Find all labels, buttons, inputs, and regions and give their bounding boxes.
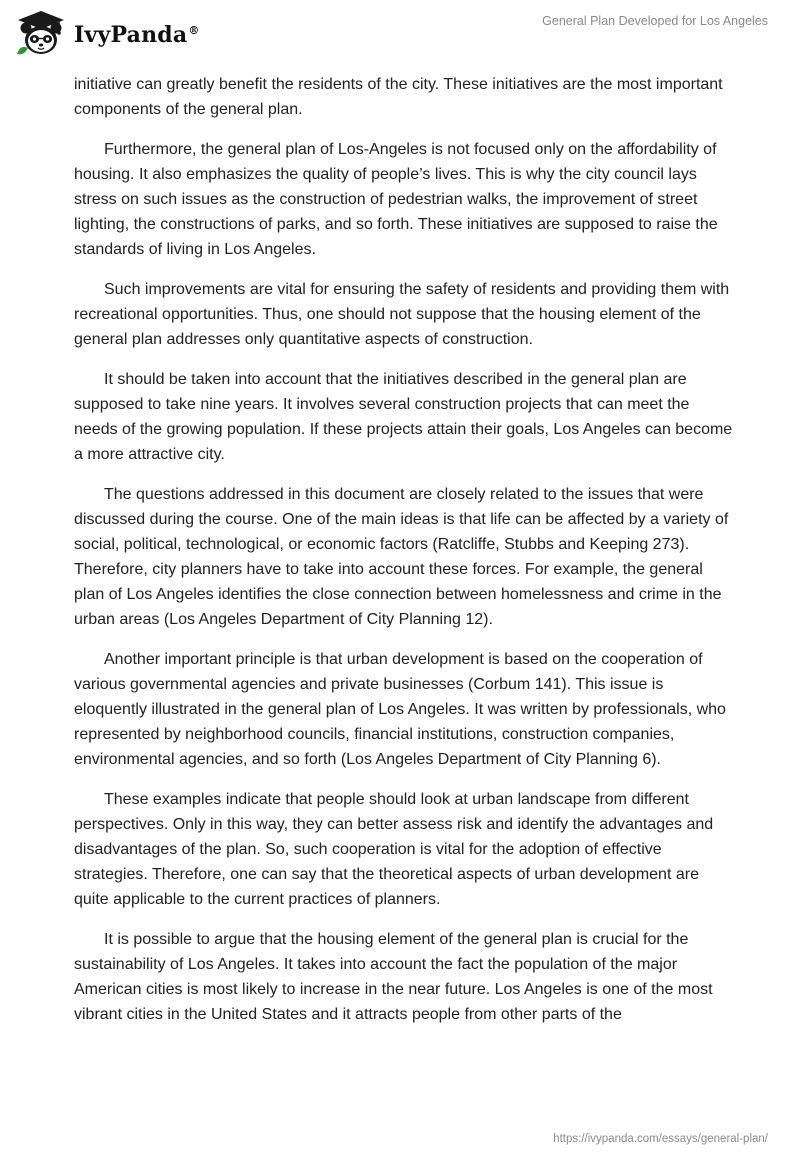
ivypanda-logo[interactable] — [14, 8, 200, 62]
registered-mark: ® — [188, 23, 200, 37]
brand-text: IvyPanda — [74, 22, 188, 48]
paragraph-8: It is possible to argue that the housing element of the general plan is crucial for the sustainability of Los Angeles. It takes into account the fact the population of the major American cities is most likely to increase in the near future. Los Angeles is one of the most vibrant cities in the United States and it attracts people from other parts of the — [74, 931, 713, 1023]
document-title: General Plan Developed for Los Angeles — [542, 14, 768, 28]
essay-body — [74, 72, 734, 1042]
panda-graduate-icon — [14, 8, 68, 62]
paragraph-3: Such improvements are vital for ensuring the safety of residents and providing them with recreational opportunities. Thus, one should not suppose that the housing element of the general plan addresses only quantitative aspects of construction. — [74, 281, 730, 348]
paragraph-1: initiative can greatly benefit the residents of the city. These initiatives are the most important components of the general plan. — [74, 76, 723, 118]
paragraph-5: The questions addressed in this document are closely related to the issues that were discussed during the course. One of the main ideas is that life can be affected by a variety of social, political, technological, or economic factors (Ratcliffe, Stubbs and Keeping 273). Therefore, city planners have to take into account these forces. For example, the general plan of Los Angeles identifies the close connection between homelessness and crime in the urban areas (Los Angeles Department of City Planning 12). — [74, 486, 729, 628]
paragraph-7: These examples indicate that people should look at urban landscape from different perspectives. Only in this way, they can better assess risk and identify the advantages and disadvantages of the plan. So, such cooperation is vital for the adoption of effective strategies. Therefore, one can say that the theoretical aspects of urban development are quite applicable to the current practices of planners. — [74, 791, 714, 908]
paragraph-4: It should be taken into account that the initiatives described in the general plan are supposed to take nine years. It involves several construction projects that can meet the needs of the growing population. If these projects attain their goals, Los Angeles can become a more attractive city. — [74, 371, 733, 463]
page-header — [0, 0, 800, 70]
paragraph-6: Another important principle is that urban development is based on the cooperation of various governmental agencies and private businesses (Corbum 141). This issue is eloquently illustrated in the general plan of Los Angeles. It was written by professionals, who represented by neighborhood councils, financial institutions, construction companies, environmental agencies, and so forth (Los Angeles Department of City Planning 6). — [74, 651, 726, 768]
paragraph-2: Furthermore, the general plan of Los-Angeles is not focused only on the affordability of housing. It also emphasizes the quality of people’s lives. This is why the city council lays stress on such issues as the construction of pedestrian walks, the improvement of street lighting, the constructions of parks, and so forth. These initiatives are supposed to raise the standards of living in Los Angeles. — [74, 141, 718, 258]
brand-name — [74, 22, 200, 48]
source-url-link[interactable]: https://ivypanda.com/essays/general-plan/ — [553, 1133, 768, 1145]
